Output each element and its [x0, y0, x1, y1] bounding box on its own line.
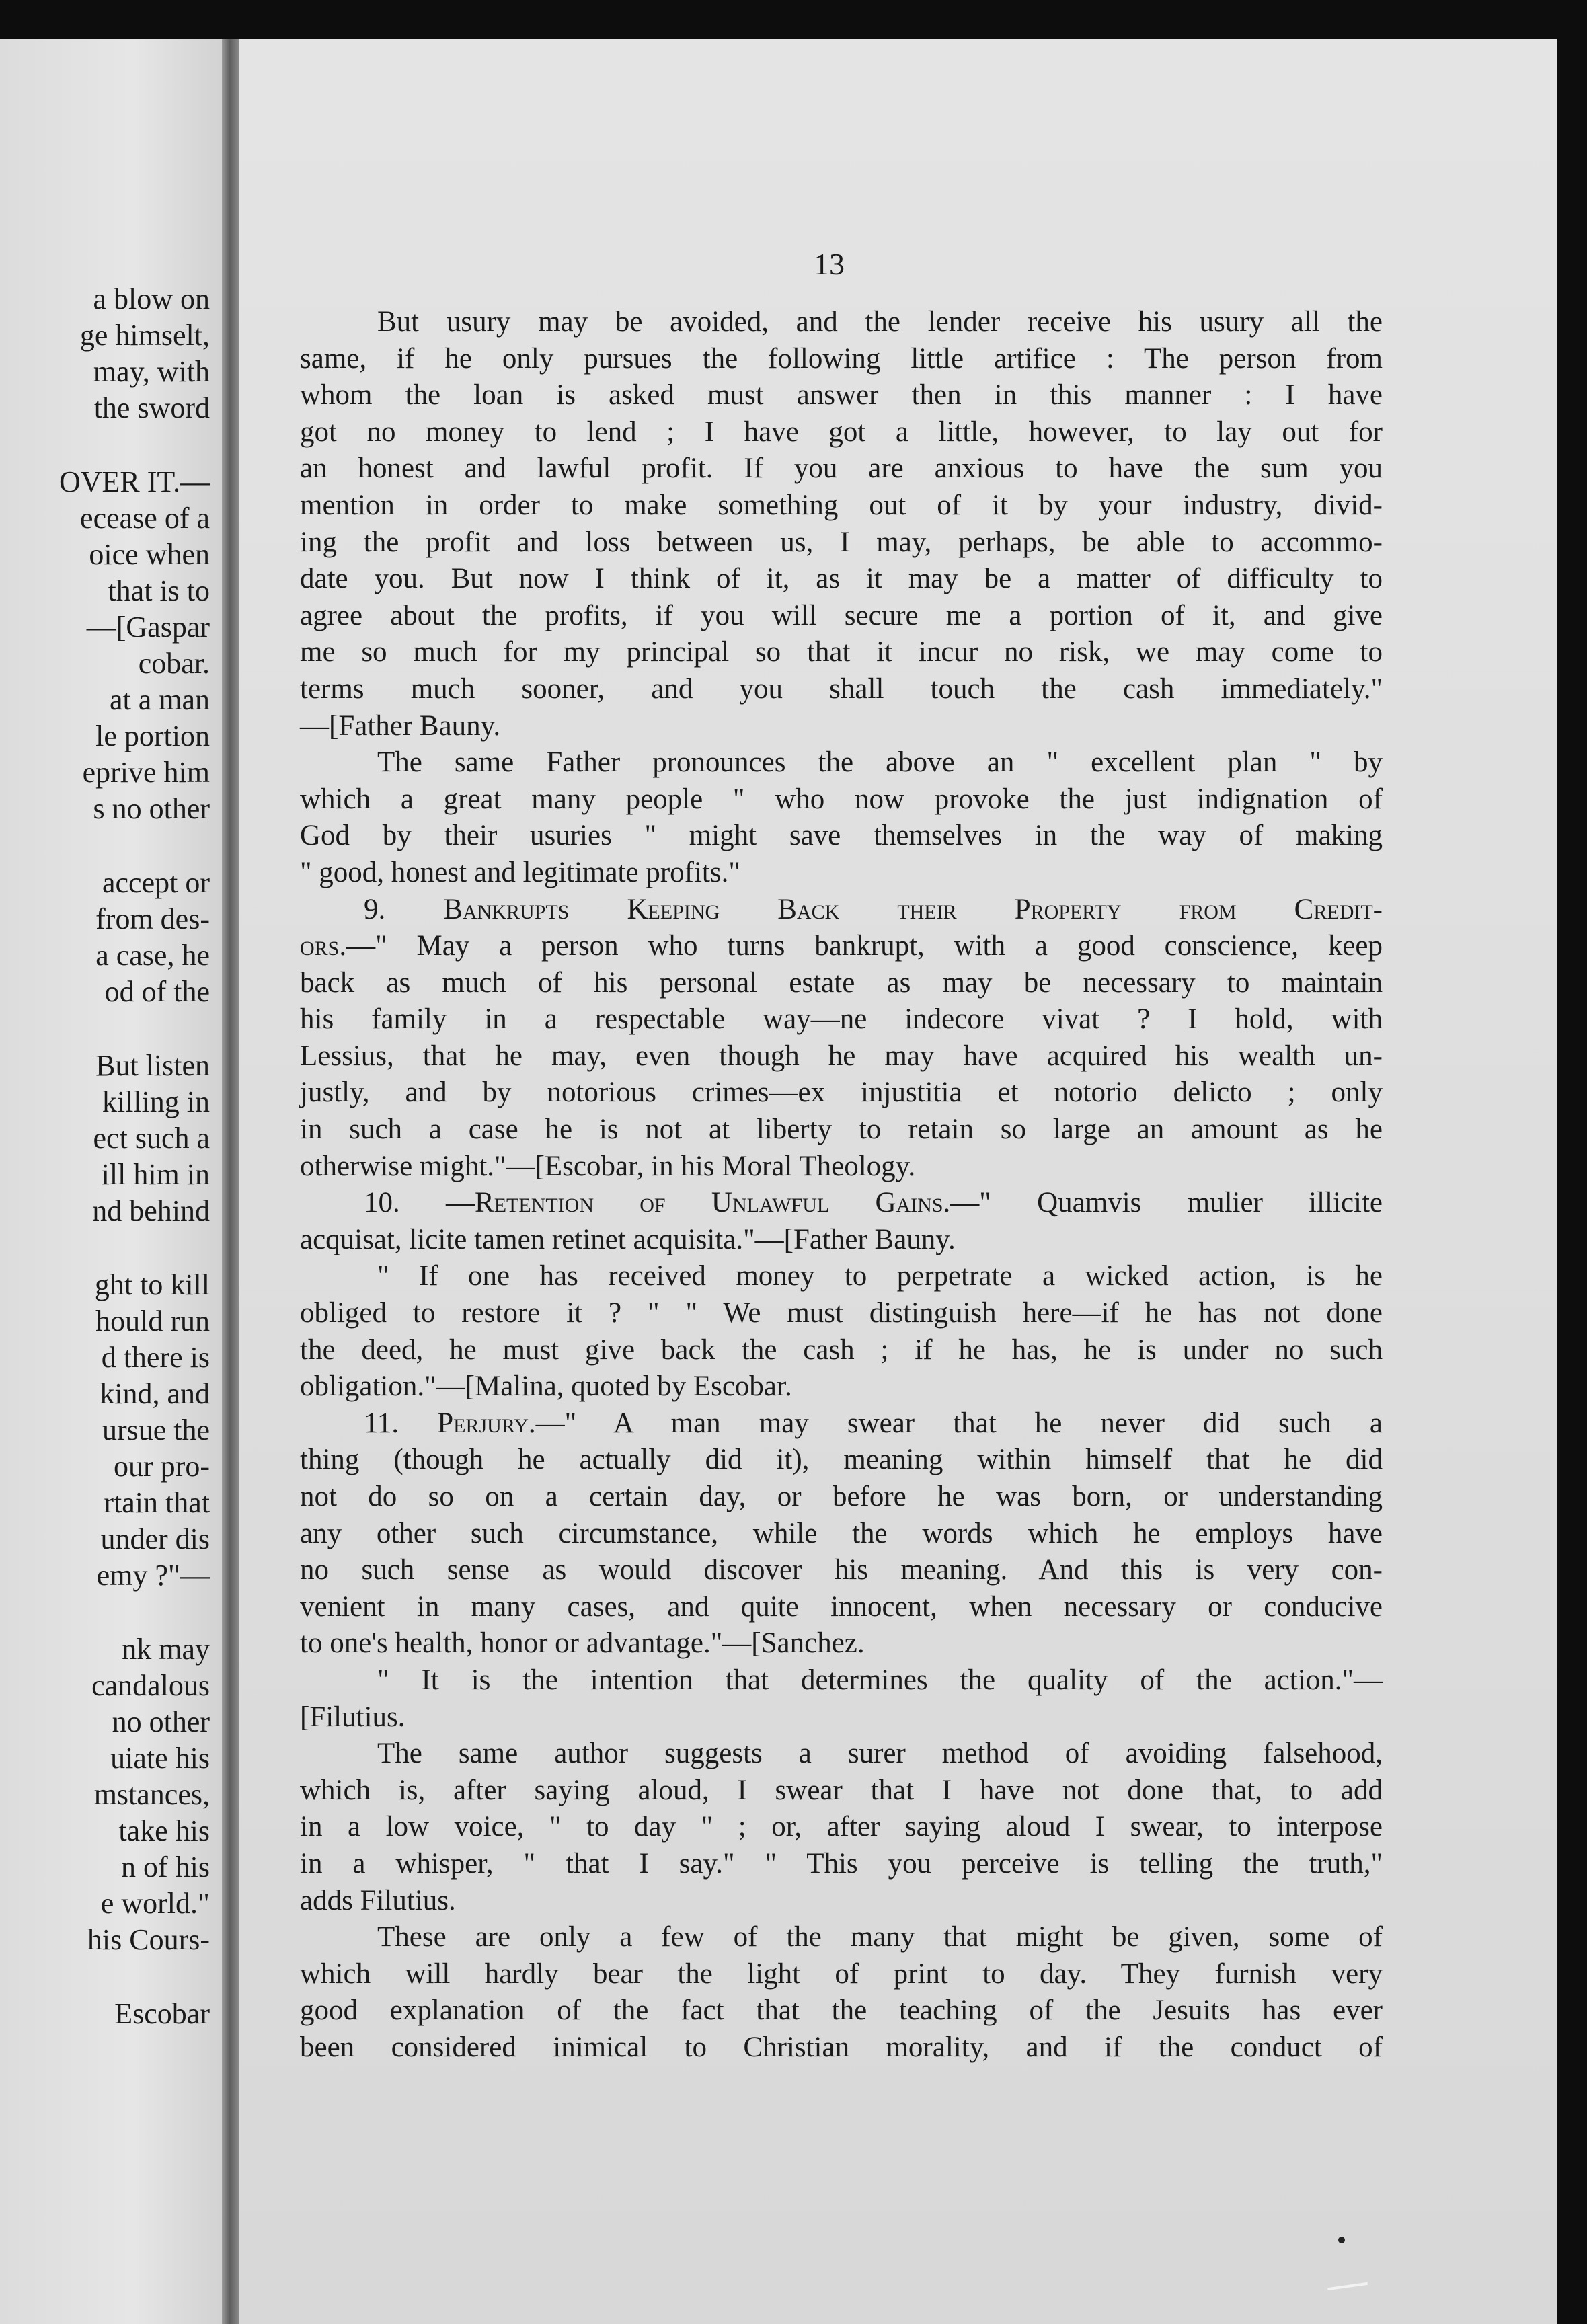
text-line: back as much of his personal estate as may be necessary to maintain — [300, 966, 1383, 999]
text-line: the deed, he must give back the cash ; if he has, he is under no such — [300, 1333, 1383, 1366]
facing-page-line: ill him in — [101, 1158, 210, 1191]
page-body — [300, 304, 1383, 2066]
facing-page-line: But listen — [95, 1049, 210, 1082]
facing-page-line: kind, and — [100, 1377, 210, 1410]
text-line: God by their usuries " might save themselves in the way of making — [300, 820, 1383, 852]
facing-page-line: accept or — [102, 866, 210, 899]
facing-page-line: ect such a — [93, 1122, 210, 1155]
facing-page-line: hould run — [95, 1305, 210, 1338]
facing-page-line: rtain that — [104, 1486, 210, 1519]
section-heading-line — [300, 1185, 1383, 1222]
text-line: which is, after saying aloud, I swear that I have not done that, to add — [300, 1774, 1383, 1806]
facing-page-line: d there is — [101, 1341, 210, 1374]
text-line: his family in a respectable way—ne indecore vivat ? I hold, with — [300, 1003, 1383, 1036]
facing-page-line: OVER IT.— — [59, 465, 210, 498]
text-line: date you. But now I think of it, as it may be a matter of difficulty to — [300, 563, 1383, 595]
facing-page-line: ght to kill — [94, 1268, 210, 1301]
facing-page-line: under dis — [100, 1522, 210, 1555]
facing-page-line: e world." — [100, 1887, 210, 1920]
text-line: The same author suggests a surer method of avoiding falsehood, — [377, 1738, 1383, 1770]
facing-page-line: take his — [118, 1814, 210, 1847]
text-line: otherwise might."—[Escobar, in his Moral Theology. — [300, 1150, 916, 1182]
text-line: whom the loan is asked must answer then in this manner : I have — [300, 379, 1383, 412]
facing-page-line: nk may — [122, 1633, 210, 1666]
text-line: adds Filutius. — [300, 1884, 456, 1916]
section-title: —Retention of Unlawful Gains. — [446, 1187, 951, 1219]
text-line: obligation."—[Malina, quoted by Escobar. — [300, 1370, 792, 1403]
text-line: to one's health, honor or advantage."—[Sanchez. — [300, 1627, 865, 1660]
facing-page-line: a case, he — [95, 939, 210, 972]
ink-speck — [1338, 2237, 1345, 2243]
text-line: got no money to lend ; I have got a little, however, to lay out for — [300, 416, 1383, 448]
paper-scratch — [1327, 2282, 1368, 2290]
facing-page-line: the sword — [93, 391, 210, 424]
page-number: 13 — [814, 247, 845, 281]
text-line: good explanation of the fact that the teaching of the Jesuits has ever — [300, 1994, 1383, 2027]
text-line: an honest and lawful profit. If you are anxious to have the sum you — [300, 453, 1383, 485]
section-heading-line — [300, 1405, 1383, 1442]
text-line: in such a case he is not at liberty to retain so large an amount as he — [300, 1114, 1383, 1146]
facing-page-line: from des- — [95, 902, 210, 935]
facing-page-line: our pro- — [114, 1450, 210, 1483]
facing-page-line: mstances, — [93, 1778, 210, 1811]
text-line — [300, 928, 1383, 965]
text-line: which a great many people " who now provoke the just indignation of — [300, 783, 1383, 815]
text-line: acquisat, licite tamen retinet acquisita."—[Father Bauny. — [300, 1223, 956, 1255]
facing-page-line: cobar. — [138, 647, 210, 680]
section-number: 11. — [364, 1407, 399, 1439]
text-line: venient in many cases, and quite innocent, when necessary or conducive — [300, 1590, 1383, 1623]
text-line: in a whisper, " that I say." " This you perceive is telling the truth," — [300, 1847, 1383, 1880]
text-line: But usury may be avoided, and the lender receive his usury all the — [377, 306, 1383, 338]
text-line: The same Father pronounces the above an " excellent plan " by — [377, 746, 1383, 779]
text-line: agree about the profits, if you will secure me a portion of it, and give — [300, 599, 1383, 631]
facing-page-line: may, with — [93, 355, 210, 388]
facing-page-line: n of his — [121, 1851, 210, 1884]
section-heading-line — [300, 892, 1383, 929]
facing-page-line: that is to — [108, 574, 210, 607]
text-line: —[Father Bauny. — [300, 709, 501, 742]
facing-page-line: candalous — [91, 1669, 210, 1702]
text-line: obliged to restore it ? " " We must distinguish here—if he has not done — [300, 1297, 1383, 1329]
text-line: " If one has received money to perpetrate a wicked action, is he — [377, 1260, 1383, 1292]
facing-page-line: od of the — [104, 975, 210, 1008]
facing-page-line: a blow on — [93, 282, 210, 315]
text-line: been considered inimical to Christian morality, and if the conduct of — [300, 2031, 1383, 2063]
facing-page-line: uiate his — [110, 1742, 210, 1775]
text-line: not do so on a certain day, or before he was born, or understanding — [300, 1481, 1383, 1512]
text-span: —" May a person who turns bankrupt, with a good conscience, keep — [346, 930, 1383, 962]
text-line: mention in order to make something out of it by your industry, divid- — [300, 489, 1383, 521]
section-title: Perjury. — [437, 1407, 536, 1439]
facing-page-text — [0, 39, 222, 2324]
text-line: Lessius, that he may, even though he may have acquired his wealth un- — [300, 1040, 1383, 1072]
facing-page-line: nd behind — [92, 1194, 210, 1227]
facing-page-line: his Cours- — [87, 1923, 210, 1956]
facing-page-line: killing in — [102, 1085, 210, 1118]
text-line: justly, and by notorious crimes—ex injustitia et notorio delicto ; only — [300, 1077, 1383, 1109]
book-gutter — [222, 39, 239, 2324]
facing-page-line: —[Gaspar — [86, 611, 210, 644]
text-line: in a low voice, " to day " ; or, after saying aloud I swear, to interpose — [300, 1811, 1383, 1843]
text-line: no such sense as would discover his meaning. And this is very con- — [300, 1554, 1383, 1586]
section-number: 9. — [364, 893, 386, 925]
text-line: " It is the intention that determines the quality of the action."— — [377, 1664, 1383, 1696]
text-line: terms much sooner, and you shall touch the cash immediately." — [300, 672, 1383, 705]
facing-page-line: oice when — [89, 538, 210, 571]
text-line: [Filutius. — [300, 1701, 405, 1733]
text-line: These are only a few of the many that might be given, some of — [377, 1921, 1383, 1953]
facing-page-line: le portion — [95, 720, 210, 752]
text-line: which will hardly bear the light of print to day. They furnish very — [300, 1958, 1383, 1990]
text-line: " good, honest and legitimate profits." — [300, 856, 740, 888]
section-title-continued: ors. — [300, 930, 347, 962]
facing-page-line: ge himselt, — [79, 319, 210, 352]
facing-page-line: emy ?"— — [96, 1559, 210, 1592]
section-title: Bankrupts Keeping Back their Property from Credit- — [443, 893, 1383, 925]
section-number: 10. — [364, 1187, 400, 1219]
facing-page-line: no other — [112, 1705, 210, 1738]
text-span: —" A man may swear that he never did such a — [535, 1407, 1383, 1439]
text-span: —" Quamvis mulier illicite — [950, 1187, 1383, 1219]
facing-page — [0, 39, 222, 2324]
text-line: ing the profit and loss between us, I may, perhaps, be able to accommo- — [300, 526, 1383, 558]
facing-page-line: at a man — [109, 683, 210, 716]
text-line: thing (though he actually did it), meaning within himself that he did — [300, 1444, 1383, 1476]
text-line: same, if he only pursues the following little artifice : The person from — [300, 342, 1383, 375]
facing-page-line: ecease of a — [80, 502, 210, 535]
facing-page-line: Escobar — [114, 1997, 210, 2030]
facing-page-line: s no other — [93, 792, 210, 825]
text-line: any other such circumstance, while the words which he employs have — [300, 1517, 1383, 1549]
facing-page-line: eprive him — [82, 756, 210, 789]
text-line: me so much for my principal so that it incur no risk, we may come to — [300, 636, 1383, 668]
facing-page-line: ursue the — [102, 1413, 210, 1446]
